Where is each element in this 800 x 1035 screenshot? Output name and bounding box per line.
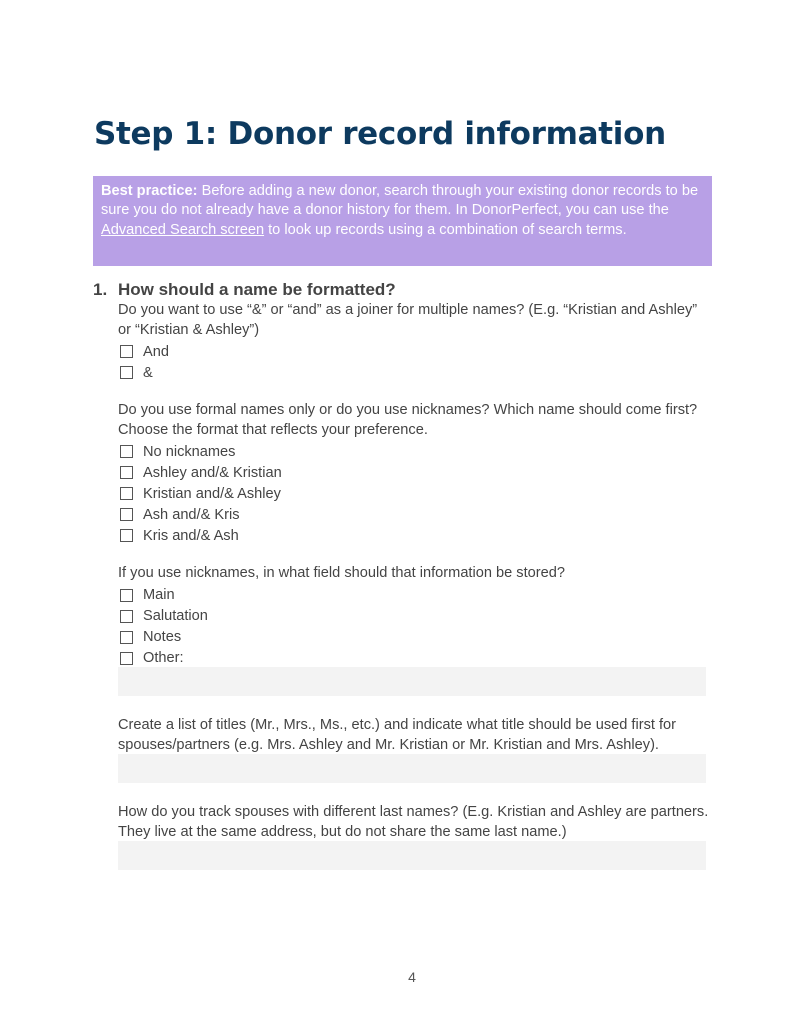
option-salutation[interactable] [118, 606, 710, 627]
option-label: Notes [143, 629, 182, 645]
checkbox[interactable] [120, 466, 133, 479]
question-different-last-names [118, 803, 710, 842]
option-ash-kris[interactable] [118, 504, 710, 525]
option-label: And [143, 343, 169, 360]
option-label: No nicknames [143, 443, 236, 460]
option-kris-ash[interactable] [118, 525, 710, 546]
checkbox[interactable] [120, 652, 133, 665]
option-no-nicknames[interactable] [118, 441, 710, 462]
page-number: 4 [408, 969, 416, 985]
checkbox[interactable] [120, 366, 133, 379]
advanced-search-link[interactable]: Advanced Search screen [101, 221, 265, 238]
option-main[interactable] [118, 585, 710, 606]
checkbox[interactable] [120, 445, 133, 458]
callout-text: Before adding a new donor, search through your existing donor records to be sure you do not already have a donor history for them. In DonorPerfect, you can use the [101, 183, 699, 219]
option-label: & [143, 364, 153, 381]
last-names-input[interactable] [118, 841, 706, 870]
checkbox[interactable] [120, 529, 133, 542]
question-text: Do you want to use “&” or “and” as a joiner for multiple names? (E.g. “Kristian and Ashley” or “Kristian & Ashley”) [118, 302, 698, 338]
option-kristian-ashley[interactable] [118, 483, 710, 504]
question-nicknames [118, 401, 710, 546]
titles-input[interactable] [118, 754, 706, 783]
nickname-options [118, 441, 710, 546]
checkbox[interactable] [120, 610, 133, 623]
option-label: Ash and/& Kris [143, 506, 240, 523]
other-field-input[interactable] [118, 667, 706, 696]
question-joiner [118, 301, 710, 383]
callout-lead: Best practice: [101, 183, 198, 199]
checkbox[interactable] [120, 345, 133, 358]
option-notes[interactable] [118, 627, 710, 648]
checkbox[interactable] [120, 589, 133, 602]
option-other[interactable] [118, 648, 710, 669]
option-label: Kris and/& Ash [143, 527, 239, 544]
option-label: Main [143, 587, 175, 603]
option-label: Salutation [143, 608, 208, 624]
question-text: How do you track spouses with different last names? (E.g. Kristian and Ashley are partners. They live at the same address, but do not share the same last name.) [118, 804, 709, 840]
checkbox[interactable] [120, 508, 133, 521]
option-ampersand[interactable] [118, 362, 710, 383]
checkbox[interactable] [120, 487, 133, 500]
option-ashley-kristian[interactable] [118, 462, 710, 483]
question-text: Do you use formal names only or do you use nicknames? Which name should come first? Choose the format that reflects your preference. [118, 402, 698, 438]
callout-text-end: to look up records using a combination of search terms. [264, 221, 627, 238]
question-text: Create a list of titles (Mr., Mrs., Ms., etc.) and indicate what title should be used first for spouses/partners (e.g. Mrs. Ashley and Mr. Kristian or Mr. Kristian and Mrs. Ashley). [118, 717, 677, 753]
best-practice-callout [93, 176, 712, 266]
option-and[interactable] [118, 341, 710, 362]
question-nickname-field [118, 564, 710, 669]
checkbox[interactable] [120, 631, 133, 644]
option-label: Other: [143, 650, 184, 666]
field-options [118, 585, 710, 669]
question-text: If you use nicknames, in what field should that information be stored? [118, 565, 565, 581]
option-label: Ashley and/& Kristian [143, 464, 282, 481]
section-heading: How should a name be formatted? [118, 280, 396, 299]
question-titles [118, 716, 710, 755]
option-label: Kristian and/& Ashley [143, 485, 281, 502]
joiner-options [118, 341, 710, 383]
section-number: 1. [93, 280, 108, 299]
page-title: Step 1: Donor record information [94, 116, 666, 152]
